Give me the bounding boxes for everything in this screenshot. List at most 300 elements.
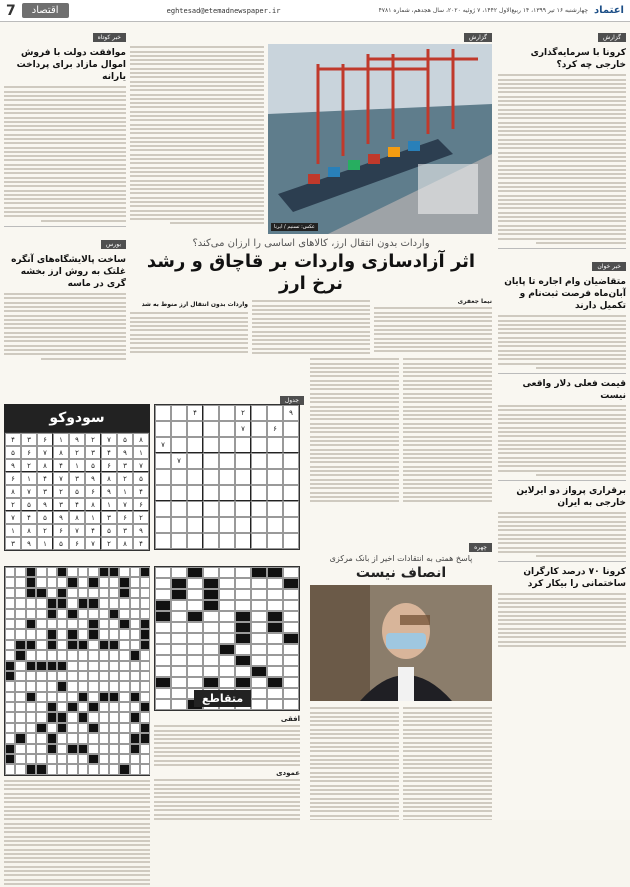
sudoku-cell: [155, 469, 171, 485]
crossword-cell: [119, 702, 129, 712]
crossword-cell: [251, 688, 267, 699]
crossword-cell: [15, 619, 25, 629]
sudoku-cell: [155, 517, 171, 533]
photo-caption: عکس: تسنیم / ایرنا: [271, 223, 318, 231]
crossword-cell: [155, 622, 171, 633]
crossword-cell: [283, 600, 299, 611]
crossword-cell: [88, 609, 98, 619]
sudoku-cell: [203, 533, 219, 549]
crossword-cell: [57, 744, 67, 754]
crossword-cell: [203, 633, 219, 644]
crossword-cell: [15, 692, 25, 702]
interview-headline: انصاف نیست: [355, 565, 447, 581]
crossword-cell: [15, 671, 25, 681]
crossword-cell: [155, 578, 171, 589]
crossword-cell: [57, 754, 67, 764]
sudoku-cell: ۳: [53, 498, 69, 511]
crossword-cell: [15, 723, 25, 733]
crossword-cell: [78, 619, 88, 629]
crossword-cell: [36, 733, 46, 743]
main-body-col-1: [374, 298, 492, 354]
crossword-cell: [36, 723, 46, 733]
crossword-cell: [187, 666, 203, 677]
crossword-cell: [119, 640, 129, 650]
sudoku-cell: ۹: [5, 459, 21, 472]
sudoku-cell: ۸: [69, 511, 85, 524]
crossword-cell: [140, 764, 150, 774]
sudoku-cell: ۹: [85, 472, 101, 485]
crossword-cell: [130, 629, 140, 639]
crossword-cell: [130, 702, 140, 712]
sudoku-cell: ۲: [5, 498, 21, 511]
crossword-cell: [187, 567, 203, 578]
sudoku-cell: [251, 421, 267, 437]
crossword-cell: [47, 629, 57, 639]
crossword-cell: [130, 681, 140, 691]
crossword-cell: [130, 733, 140, 743]
crossword-cell: [140, 609, 150, 619]
crossword-cell: [219, 633, 235, 644]
sudoku-cell: ۶: [133, 498, 149, 511]
crossword-cell: [235, 644, 251, 655]
crossword-cell: [109, 629, 119, 639]
crossword-cell: [88, 681, 98, 691]
crossword-cell: [57, 661, 67, 671]
port-illustration: [268, 44, 492, 234]
crossword-cell: [219, 589, 235, 600]
sudoku-cell: ۷: [85, 537, 101, 550]
right-headline-2: متقاضیان وام اجاره تا پایان آبان‌ماه فرصت ثبت‌نام و تکمیل دارند: [504, 276, 626, 312]
sudoku-cell: ۷: [21, 485, 37, 498]
crossword-cell: [47, 764, 57, 774]
page-header: [0, 0, 630, 22]
sudoku-cell: ۷: [155, 437, 171, 453]
crossword-cell: [267, 688, 283, 699]
sudoku-cell: ۹: [117, 446, 133, 459]
crossword-cell: [187, 677, 203, 688]
sudoku-cell: [219, 533, 235, 549]
crossword-cell: [235, 611, 251, 622]
crossword-cell: [88, 744, 98, 754]
sudoku-cell: ۵: [69, 485, 85, 498]
crossword-cell: [99, 681, 109, 691]
crossword-cell: [119, 609, 129, 619]
sudoku-cell: ۹: [133, 524, 149, 537]
crossword-cell: [36, 754, 46, 764]
main-report: [130, 24, 492, 354]
crossword-cell: [78, 598, 88, 608]
main-subhead: واردات بدون انتقال ارز منوط به شد: [141, 301, 248, 309]
sudoku-cell: ۷: [101, 433, 117, 446]
crossword-cell: [203, 644, 219, 655]
crossword-cell: [203, 666, 219, 677]
crossword-cell: [109, 733, 119, 743]
crossword-cell: [251, 622, 267, 633]
crossword-cell: [251, 699, 267, 710]
sudoku-cell: ۶: [37, 433, 53, 446]
crossword-cell: [5, 609, 15, 619]
crossword-cell: [26, 650, 36, 660]
main-body-col-2: [252, 298, 370, 354]
left-column: [4, 24, 126, 424]
crossword-cell: [5, 681, 15, 691]
right-column: [498, 24, 626, 820]
crossword-cell: [99, 671, 109, 681]
crossword-cell: [155, 655, 171, 666]
crossword-cell: [88, 712, 98, 722]
crossword-cell: [109, 640, 119, 650]
right-tag-report: گزارش: [598, 33, 626, 42]
main-body-continued: [310, 356, 492, 532]
crossword-cell: [67, 733, 77, 743]
crossword-cell: [5, 640, 15, 650]
crossword-cell: [88, 598, 98, 608]
crossword-cell: [5, 661, 15, 671]
crossword-cell: [78, 764, 88, 774]
crossword-cell: [171, 622, 187, 633]
crossword-cell: [140, 567, 150, 577]
crossword-cell: [78, 640, 88, 650]
crossword-cell: [187, 622, 203, 633]
crossword-cell: [36, 640, 46, 650]
crossword-cell: [47, 640, 57, 650]
crossword-cell: [130, 650, 140, 660]
sudoku-cell: [171, 485, 187, 501]
crossword-cell: [5, 577, 15, 587]
sudoku-cell: [219, 453, 235, 469]
crossword-cell: [78, 577, 88, 587]
sudoku-puzzle-grid: [154, 404, 300, 550]
crossword-cell: [267, 600, 283, 611]
sudoku-cell: [251, 485, 267, 501]
sudoku-cell: ۸: [85, 498, 101, 511]
crossword-cell: [5, 692, 15, 702]
crossword-cell: [140, 712, 150, 722]
sudoku-cell: ۷: [133, 459, 149, 472]
interview-body: [310, 705, 492, 820]
crossword-cell: [15, 577, 25, 587]
crossword-cell: [235, 677, 251, 688]
crossword-cell: [78, 692, 88, 702]
crossword-cell: [235, 633, 251, 644]
crossword-cell: [57, 567, 67, 577]
crossword-cell: [67, 577, 77, 587]
crossword-cell: [5, 588, 15, 598]
sudoku-cell: [283, 421, 299, 437]
sudoku-cell: ۱: [69, 459, 85, 472]
crossword-cell: [140, 733, 150, 743]
sudoku-title: سودوکو: [4, 404, 150, 432]
sudoku-cell: [219, 405, 235, 421]
main-headline: اثر آزادسازی واردات بر قاچاق و رشد نرخ ارز: [146, 251, 476, 294]
sudoku-cell: ۲: [117, 472, 133, 485]
crossword-cell: [203, 600, 219, 611]
right-tag-news: خبر خوان: [592, 262, 626, 271]
crossword-cell: [235, 622, 251, 633]
crossword-cell: [203, 578, 219, 589]
sudoku-cell: ۴: [133, 537, 149, 550]
crossword-cell: [267, 633, 283, 644]
sudoku-cell: ۸: [5, 485, 21, 498]
crossword-cell: [88, 671, 98, 681]
sudoku-cell: ۷: [117, 498, 133, 511]
crossword-cell: [130, 577, 140, 587]
crossword-cell: [109, 588, 119, 598]
sudoku-cell: [203, 437, 219, 453]
sudoku-cell: [155, 501, 171, 517]
crossword-cell: [47, 754, 57, 764]
sudoku-cell: [219, 517, 235, 533]
crossword-cell: [140, 744, 150, 754]
sudoku-cell: [251, 405, 267, 421]
crossword-cell: [130, 712, 140, 722]
crossword-cell: [251, 677, 267, 688]
crossword-cell: [203, 677, 219, 688]
crossword-cell: [235, 567, 251, 578]
crossword-cell: [26, 754, 36, 764]
official-photo: [310, 585, 492, 701]
sudoku-cell: [267, 437, 283, 453]
crossword-cell: [155, 644, 171, 655]
crossword-cell: [187, 589, 203, 600]
crossword-cell: [67, 723, 77, 733]
crossword-cell: [235, 600, 251, 611]
sudoku-cell: ۶: [69, 537, 85, 550]
crossword-cell: [88, 692, 98, 702]
right-body-1: [498, 74, 626, 244]
crossword-cell: [140, 702, 150, 712]
sudoku-cell: [235, 485, 251, 501]
crossword-cell: [57, 733, 67, 743]
left-tag-2: بورس: [101, 240, 126, 249]
sudoku-cell: [219, 469, 235, 485]
sudoku-cell: ۵: [53, 537, 69, 550]
right-headline-5: کرونا ۷۰ درصد کارگران ساختمانی را بیکار کرد: [523, 567, 626, 590]
crossword-cell: [130, 744, 140, 754]
sudoku-cell: ۳: [117, 524, 133, 537]
sudoku-cell: ۹: [53, 511, 69, 524]
crossword-cell: [219, 655, 235, 666]
horizontal-clues-label: افقی: [280, 715, 300, 723]
crossword-cell: [155, 633, 171, 644]
sudoku-cell: ۱: [37, 537, 53, 550]
left-body-1: [4, 86, 126, 221]
crossword-cell: [119, 629, 129, 639]
right-headline-3: قیمت فعلی دلار واقعی نیست: [522, 378, 626, 401]
sudoku-cell: ۸: [37, 459, 53, 472]
sudoku-cell: ۲: [69, 446, 85, 459]
crossword-cell: [67, 609, 77, 619]
sudoku-cell: [283, 437, 299, 453]
crossword-cell: [36, 692, 46, 702]
crossword-cell: [187, 633, 203, 644]
crossword-cell: [109, 650, 119, 660]
sudoku-cell: ۹: [37, 498, 53, 511]
crossword-cell: [99, 567, 109, 577]
crossword-cell: [140, 640, 150, 650]
crossword-cell: [47, 588, 57, 598]
crossword-cell: [283, 644, 299, 655]
crossword-cell: [47, 598, 57, 608]
sudoku-cell: [187, 469, 203, 485]
sudoku-cell: [203, 469, 219, 485]
interview-section: [310, 534, 492, 820]
crossword-cell: [99, 661, 109, 671]
main-side-text: [130, 44, 264, 234]
crossword-cell: [88, 723, 98, 733]
crossword-cell: [171, 677, 187, 688]
crossword-cell: [187, 655, 203, 666]
crossword-cell: [36, 671, 46, 681]
crossword-cell: [67, 671, 77, 681]
crossword-cell: [155, 600, 171, 611]
main-body-col-3: [130, 298, 248, 354]
sudoku-cell: ۷: [37, 446, 53, 459]
crossword-cell: [15, 744, 25, 754]
crossword-cell: [15, 640, 25, 650]
crossword-cell: [57, 723, 67, 733]
sudoku-cell: [267, 485, 283, 501]
sudoku-cell: [283, 517, 299, 533]
sudoku-cell: ۴: [85, 524, 101, 537]
crossword-cell: [26, 671, 36, 681]
crossword-solution-grid: [4, 566, 150, 776]
crossword-cell: [130, 671, 140, 681]
crossword-cell: [171, 567, 187, 578]
crossword-cell: [267, 699, 283, 710]
crossword-cell: [67, 744, 77, 754]
crossword-cell: [171, 688, 187, 699]
crossword-cell: [130, 567, 140, 577]
crossword-cell: [251, 644, 267, 655]
crossword-cell: [15, 650, 25, 660]
crossword-cell: [57, 650, 67, 660]
crossword-cell: [78, 661, 88, 671]
crossword-cell: [5, 567, 15, 577]
crossword-cell: [99, 733, 109, 743]
crossword-cell: [235, 578, 251, 589]
sudoku-cell: [267, 469, 283, 485]
crossword-cell: [99, 650, 109, 660]
sudoku-cell: ۷: [235, 421, 251, 437]
crossword-cell: [78, 588, 88, 598]
crossword-cell: [187, 644, 203, 655]
crossword-cell: [109, 577, 119, 587]
crossword-cell: [57, 712, 67, 722]
crossword-cell: [57, 598, 67, 608]
crossword-cell: [57, 702, 67, 712]
crossword-cell: [140, 692, 150, 702]
crossword-cell: [130, 598, 140, 608]
sudoku-cell: [283, 501, 299, 517]
crossword-cell: [119, 712, 129, 722]
crossword-cell: [155, 699, 171, 710]
sudoku-cell: ۹: [283, 405, 299, 421]
crossword-cell: [235, 655, 251, 666]
sudoku-cell: [155, 533, 171, 549]
crossword-cell: [47, 733, 57, 743]
left-tag-1: خبر کوتاه: [93, 33, 126, 42]
crossword-cell: [78, 681, 88, 691]
crossword-cell: [251, 567, 267, 578]
crossword-cell: [15, 609, 25, 619]
sudoku-cell: ۲: [21, 459, 37, 472]
crossword-cell: [47, 609, 57, 619]
sudoku-cell: [251, 469, 267, 485]
crossword-cell: [267, 655, 283, 666]
sudoku-cell: [235, 453, 251, 469]
right-body-3: [498, 405, 626, 476]
sudoku-cell: ۴: [37, 472, 53, 485]
crossword-cell: [155, 666, 171, 677]
main-body-columns: [130, 298, 492, 354]
crossword-cell: [88, 754, 98, 764]
crossword-cell: [109, 764, 119, 774]
crossword-cell: [119, 723, 129, 733]
crossword-cell: [67, 629, 77, 639]
crossword-cell: [78, 609, 88, 619]
sudoku-cell: ۸: [53, 446, 69, 459]
sudoku-cell: ۵: [21, 498, 37, 511]
sudoku-cell: ۴: [21, 511, 37, 524]
crossword-solution-block: [4, 566, 150, 887]
date-line: چهارشنبه ۱۶ تیر ۱۳۹۹، ۱۴ ربیع‌الاول ۱۴۴۲، ۷ ژوئیه ۲۰۲۰، سال هجدهم، شماره ۴۷۸۱: [378, 7, 589, 14]
crossword-cell: [130, 640, 140, 650]
sudoku-cell: [283, 533, 299, 549]
right-headline-4: برقراری پرواز دو ایرلاین خارجی به ایران: [516, 485, 626, 509]
sudoku-cell: [187, 485, 203, 501]
sudoku-cell: ۴: [69, 498, 85, 511]
crossword-cell: [88, 640, 98, 650]
crossword-cell: [267, 578, 283, 589]
crossword-cell: [283, 567, 299, 578]
crossword-cell: [119, 692, 129, 702]
crossword-cell: [57, 609, 67, 619]
crossword-cell: [26, 640, 36, 650]
crossword-cell: [109, 712, 119, 722]
right-body-2: [498, 315, 626, 369]
sudoku-cell: [283, 469, 299, 485]
sudoku-cell: ۵: [37, 511, 53, 524]
sudoku-cell: ۲: [53, 485, 69, 498]
sudoku-cell: [187, 533, 203, 549]
crossword-cell: [88, 702, 98, 712]
crossword-cell: [155, 611, 171, 622]
crossword-cell: [78, 744, 88, 754]
crossword-cell: [78, 723, 88, 733]
sudoku-cell: ۵: [5, 446, 21, 459]
crossword-cell: [57, 692, 67, 702]
crossword-cell: [267, 567, 283, 578]
sudoku-cell: ۲: [85, 433, 101, 446]
crossword-cell: [267, 589, 283, 600]
sudoku-cell: ۱: [133, 446, 149, 459]
sudoku-solution-block: [4, 404, 150, 551]
crossword-cell: [47, 723, 57, 733]
crossword-cell: [155, 688, 171, 699]
crossword-cell: [36, 712, 46, 722]
crossword-cell: [67, 588, 77, 598]
crossword-cell: [219, 622, 235, 633]
crossword-cell: [130, 661, 140, 671]
crossword-cell: [99, 744, 109, 754]
sudoku-cell: ۴: [187, 405, 203, 421]
crossword-cell: [26, 723, 36, 733]
crossword-cell: [140, 619, 150, 629]
left-headline-1: موافقت دولت با فروش اموال مازاد برای پرداخت یارانه: [16, 48, 126, 83]
crossword-cell: [26, 567, 36, 577]
official-portrait: [310, 585, 492, 701]
